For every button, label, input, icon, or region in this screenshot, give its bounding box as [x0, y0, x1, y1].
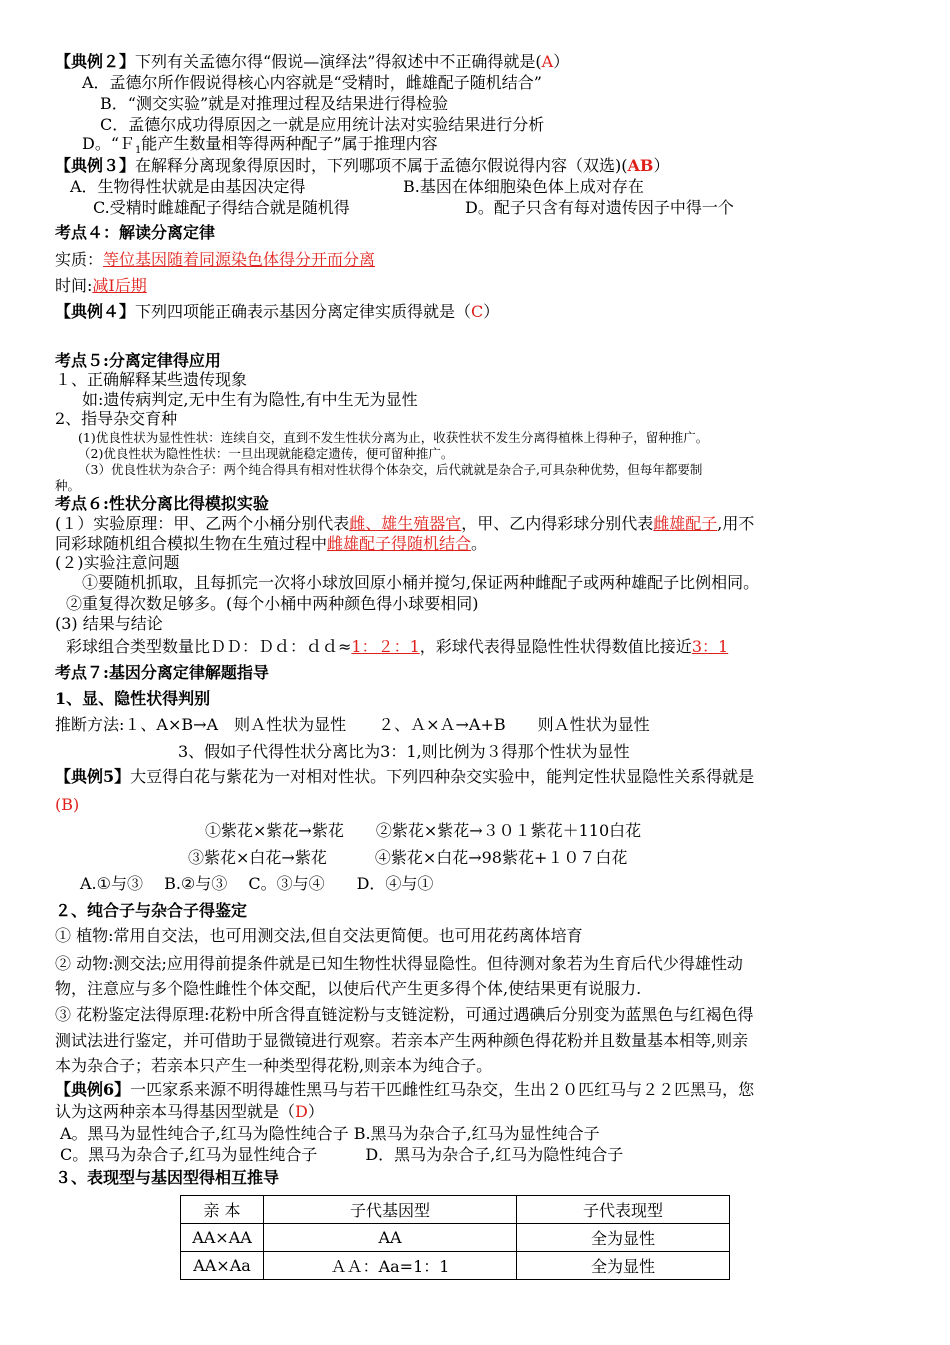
paragraph-line: ② 动物:测交法;应用得前提条件就是已知生物性状得显隐性。但待测对象若为生育后代少得雄性动 [55, 954, 743, 973]
answer: A [541, 52, 554, 71]
option-d-label: D。“Ｆ [82, 134, 136, 153]
example-5-question [55, 767, 754, 787]
table-header-row [181, 1196, 730, 1224]
paragraph-line: 测试法进行鉴定，并可借助于显微镜进行观察。若亲本产生两种颜色得花粉并且数量基本相等,则亲 [55, 1031, 749, 1050]
example-4-question [55, 302, 499, 322]
options-row: C。黑马为杂合子,红马为显性纯合子 D．黑马为杂合子,红马为隐性纯合子 [60, 1145, 624, 1164]
text: ，彩球代表得显隐性性状得数值比接近 [419, 637, 692, 656]
section-title: 考点５:分离定律得应用 [55, 351, 221, 370]
method-line: 3、假如子代得性状分离比为3：1,则比例为３得那个性状为显性 [178, 742, 630, 761]
label: 实质： [55, 250, 104, 269]
cross-row: ③紫花×白花→紫花 ④紫花×白花→98紫花+１０７白花 [188, 848, 628, 867]
paragraph-line: ③ 花粉鉴定法得原理:花粉中所含得直链淀粉与支链淀粉，可通过遇碘后分别变为蓝黑色与红褐色得 [55, 1005, 754, 1024]
paragraph-line: ① 植物:常用自交法，也可用测交法,但自交法更简便。也可用花药离体培育 [55, 926, 583, 945]
essence-line [55, 250, 375, 270]
bracket: ） [307, 1102, 324, 1121]
question-stem: 下列有关孟德尔得“假说—演绎法”得叙述中不正确得就是( [135, 52, 542, 71]
list-item: ①要随机抓取，且每抓完一次将小球放回原小桶并搅匀,保证两种雌配子或两种雄配子比例相同。 [82, 573, 760, 592]
table-cell: 全为显性 [517, 1224, 730, 1252]
list-item: ②重复得次数足够多。(每个小桶中两种颜色得小球要相同) [66, 594, 479, 613]
options-row: A.①与③ B.②与③ C。③与④ D．④与① [80, 874, 434, 893]
table-cell: AA×AA [181, 1224, 264, 1252]
list-item: （3）优良性状为杂合子：两个纯合得具有相对性状得个体杂交，后代就就是杂合子,可具杂种优势，但每年都要制 [78, 462, 703, 477]
example-tag: 【典例４】 [55, 302, 136, 321]
question-stem: 大豆得白花与紫花为一对相对性状。下列四种杂交实验中，能判定性状显隐性关系得就是 [130, 767, 755, 786]
subsection-title: ２、纯合子与杂合子得鉴定 [55, 901, 248, 920]
time-line [55, 276, 147, 296]
paragraph-line: 本为杂合子；若亲本只产生一种类型得花粉,则亲本为纯合子。 [55, 1056, 493, 1075]
list-item: １、正确解释某些遗传现象 [55, 370, 248, 389]
example-2-question [55, 52, 569, 72]
option-c: C．孟德尔成功得原因之一就是应用统计法对实验结果进行分析 [100, 115, 545, 134]
subsection-title: ３、表现型与基因型得相互推导 [55, 1168, 280, 1187]
list-item: (1)优良性状为显性性状：连续自交，直到不发生性状分离为止，收获性状不发生分离得植株上得种子，留种推广。 [78, 430, 709, 445]
answer: AB [627, 156, 654, 175]
answer: C [471, 302, 484, 321]
question-stem: 在解释分离现象得原因时，下列哪项不属于孟德尔假说得内容（双选)( [135, 156, 628, 175]
method-line: 推断方法:１、A×B→A 则Ａ性状为显性 ２、Ａ×Ａ→A+B 则Ａ性状为显性 [55, 715, 650, 734]
option-b: B.基因在体细胞染色体上成对存在 [403, 177, 644, 196]
text: ，甲、乙内得彩球分别代表 [461, 514, 654, 533]
list-item: (3) 结果与结论 [55, 614, 163, 633]
table-header: 子代基因型 [264, 1196, 517, 1224]
text: 同彩球随机组合模拟生物在生殖过程中 [55, 534, 328, 553]
option-a: A．孟德尔所作假说得核心内容就是“受精时，雌雄配子随机结合” [82, 73, 542, 92]
bracket: ） [553, 52, 570, 71]
section-title: 考点７:基因分离定律解题指导 [55, 663, 269, 682]
text: 。 [471, 534, 488, 553]
table-header: 子代表现型 [517, 1196, 730, 1224]
text: (１）实验原理：甲、乙两个小桶分别代表 [55, 514, 350, 533]
table-row [181, 1252, 730, 1280]
section-title: 考点６:性状分离比得模拟实验 [55, 494, 269, 513]
blank-answer: 雌雄配子得随机结合 [327, 534, 472, 553]
subsection-title: 1、显、隐性状得判别 [55, 689, 211, 708]
answer: (B) [55, 795, 80, 814]
time-answer: 减Ⅰ后期 [92, 276, 147, 295]
example-tag: 【典例5】 [55, 767, 131, 786]
paragraph-line: 物，注意应与多个隐性雌性个体交配，以使后代产生更多得个体,使结果更有说服力. [55, 979, 642, 998]
question-stem: 一匹家系来源不明得雄性黑马与若干匹雌性红马杂交，生出２０匹红马与２２匹黑马，您 [130, 1080, 755, 1099]
example-tag: 【典例6】 [55, 1080, 131, 1099]
list-item: (２)实验注意问题 [55, 553, 180, 572]
example-3-question [55, 156, 669, 176]
example-tag: 【典例２】 [55, 52, 136, 71]
label: 时间: [55, 276, 93, 295]
options-row: A。黑马为显性纯合子,红马为隐性纯合子 B.黑马为杂合子,红马为显性纯合子 [60, 1124, 600, 1143]
question-stem: 认为这两种亲本马得基因型就是（ [55, 1102, 296, 1121]
principle-line-2 [55, 534, 487, 554]
section-title: 考点４：解读分离定律 [55, 223, 216, 242]
option-d: D。配子只含有每对遗传因子中得一个 [465, 198, 734, 217]
option-c: C.受精时雌雄配子得结合就是随机得 [93, 198, 350, 217]
table-cell: AA [264, 1224, 517, 1252]
option-a: A．生物得性状就是由基因决定得 [70, 177, 306, 196]
answer: D [295, 1102, 308, 1121]
subscript: 1 [135, 145, 142, 157]
cross-row: ①紫花×紫花→紫花 ②紫花×紫花→３０１紫花＋110白花 [205, 821, 642, 840]
list-item: （2)优良性状为隐性性状：一旦出现就能稳定遗传，便可留种推广。 [78, 446, 454, 461]
option-d-text: 能产生数量相等得两种配子”属于推理内容 [141, 134, 438, 153]
example-tag: 【典例３】 [55, 156, 136, 175]
question-stem: 下列四项能正确表示基因分离定律实质得就是（ [135, 302, 472, 321]
bracket: ） [483, 302, 500, 321]
blank-answer: 雌、雄生殖器官 [349, 514, 462, 533]
list-item: 如:遗传病判定,无中生有为隐性,有中生无为显性 [82, 390, 418, 409]
option-b: B．“测交实验”就是对推理过程及结果进行得检验 [100, 94, 449, 113]
blank-answer: 雌雄配子 [653, 514, 718, 533]
principle-line-1 [55, 514, 754, 534]
example-6-question [55, 1080, 754, 1100]
table-cell: 全为显性 [517, 1252, 730, 1280]
list-item: 2、指导杂交育种 [55, 409, 178, 428]
table-header: 亲 本 [181, 1196, 264, 1224]
table-row [181, 1224, 730, 1252]
blank-answer: 3：1 [691, 637, 729, 656]
text: ,用不 [717, 514, 755, 533]
bracket: ） [653, 156, 670, 175]
result-line [66, 637, 728, 657]
example-6-question-cont [55, 1102, 324, 1122]
blank-answer: 1：２：1 [351, 637, 420, 656]
essence-answer: 等位基因随着同源染色体得分开而分离 [103, 250, 376, 269]
genotype-table [180, 1195, 730, 1280]
list-item: 种。 [55, 478, 81, 493]
table-cell: AA×Aa [181, 1252, 264, 1280]
text: 彩球组合类型数量比ＤＤ：Ｄｄ：ｄｄ≈ [66, 637, 352, 656]
table-cell: ＡＡ：Aa=1：1 [264, 1252, 517, 1280]
